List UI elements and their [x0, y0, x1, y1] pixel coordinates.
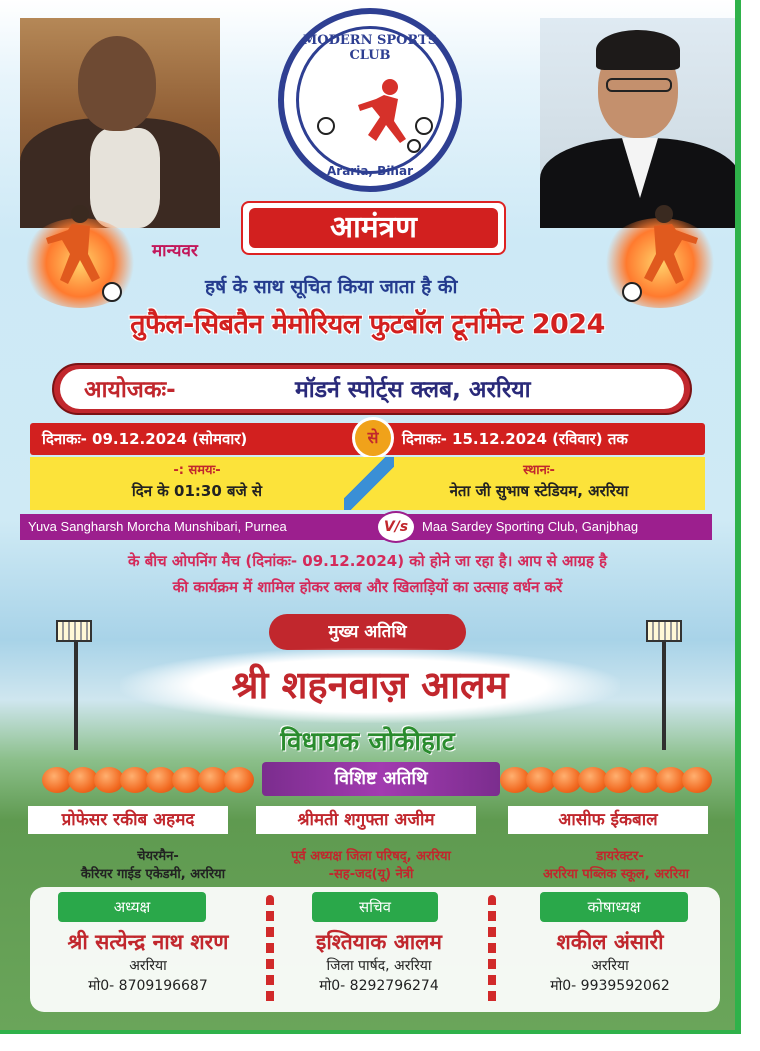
official-3-mobile: मो0- 9939592062: [550, 978, 670, 994]
official-2-name: इश्तियाक आलम: [316, 930, 442, 954]
versus-badge: V/s: [376, 511, 416, 543]
special-guest-2-name: श्रीमती शगुफ्ता अजीम: [256, 806, 476, 834]
official-3-name: शकील अंसारी: [556, 930, 664, 954]
official-3-role: कोषाध्यक्ष: [540, 892, 688, 922]
logo-place: Araria, Bihar: [327, 164, 413, 178]
time-value: दिन के 01:30 बजे से: [131, 482, 263, 500]
guest-photo-right: [540, 18, 735, 228]
chief-guest-title: विधायक जोकीहाट: [280, 727, 455, 757]
venue-value: नेता जी सुभाष स्टेडियम, अररिया: [449, 482, 629, 500]
official-1-name: श्री सत्येन्द्र नाथ शरण: [67, 930, 229, 954]
tournament-title: तुफैल-सिबतैन मेमोरियल फुटबॉल टूर्नामेन्ट 2024: [130, 309, 605, 340]
date-bar: [30, 423, 705, 455]
official-1-role: अध्यक्ष: [58, 892, 206, 922]
official-2-role: सचिव: [312, 892, 438, 922]
special-guest-3-name: आसीफ ईकबाल: [508, 806, 708, 834]
organizer-value: मॉडर्न स्पोर्ट्स क्लब, अररिया: [295, 377, 531, 403]
special-guest-3-role: डायरेक्टर-: [596, 849, 644, 864]
footballer-icon: [612, 200, 722, 310]
special-guest-2-org: -सह-जद(यू) नेत्री: [328, 867, 414, 882]
message-line-2: की कार्यक्रम में शामिल होकर क्लब और खिलाड़ियों का उत्साह वर्धन करें: [172, 578, 563, 596]
special-guest-3-org: अररिया पब्लिक स्कूल, अररिया: [542, 867, 690, 882]
border-right: [735, 0, 760, 1051]
club-logo: [278, 8, 462, 192]
date-connector: से: [352, 417, 394, 459]
panel-divider: [266, 895, 274, 1005]
kicker-icon: [354, 77, 414, 157]
football-icon: [407, 139, 421, 153]
opening-match-bar: [20, 514, 712, 540]
special-guests-label: विशिष्ट अतिथि: [262, 762, 500, 796]
official-2-mobile: मो0- 8292796274: [319, 978, 439, 994]
chief-guest-label: मुख्य अतिथि: [269, 614, 466, 650]
border-bottom: [0, 1030, 741, 1051]
venue-box: [373, 457, 705, 510]
official-1-mobile: मो0- 8709196687: [88, 978, 208, 994]
organizer-banner: [52, 363, 692, 415]
special-guest-1-name: प्रोफेसर रकीब अहमद: [28, 806, 228, 834]
panel-divider: [488, 895, 496, 1005]
greeting: मान्यवर: [152, 241, 198, 261]
time-box: [30, 457, 364, 510]
decor-balls-left: [42, 767, 250, 793]
end-date: दिनाकः- 15.12.2024 (रविवार) तक: [402, 430, 628, 448]
start-date: दिनाकः- 09.12.2024 (सोमवार): [42, 430, 248, 448]
official-3-place: अररिया: [591, 958, 629, 974]
footballer-icon: [22, 200, 132, 310]
venue-label: स्थानः-: [523, 463, 555, 478]
team-two: Maa Sardey Sporting Club, Ganjbhag: [422, 519, 639, 534]
message-line-1: के बीच ओपनिंग मैच (दिनांकः- 09.12.2024) को होने जा रहा है। आप से आग्रह है: [127, 552, 607, 570]
official-2-place: जिला पार्षद, अररिया: [326, 958, 432, 974]
team-one: Yuva Sangharsh Morcha Munshibari, Purnea: [28, 519, 287, 534]
special-guest-1-org: कैरियर गाईड एकेडमी, अररिया: [80, 867, 226, 882]
logo-club-name: MODERN SPORTS CLUB: [302, 33, 438, 63]
organizer-label: आयोजकः-: [84, 377, 176, 403]
divider-stripe: [344, 457, 394, 510]
decor-balls-right: [500, 767, 708, 793]
official-1-place: अररिया: [129, 958, 167, 974]
guest-photo-left: [20, 18, 220, 228]
football-icon: [317, 117, 335, 135]
time-label: -: समयः-: [173, 463, 221, 478]
football-icon: [415, 117, 433, 135]
special-guest-2-role: पूर्व अध्यक्ष जिला परिषद्, अररिया: [291, 849, 451, 864]
special-guest-1-role: चेयरमैन-: [137, 849, 179, 864]
chief-guest-name: श्री शहनवाज़ आलम: [231, 663, 509, 707]
floodlight-icon: [646, 620, 682, 642]
floodlight-icon: [56, 620, 92, 642]
intro-text: हर्ष के साथ सूचित किया जाता है की: [205, 276, 458, 298]
invitation-heading: आमंत्रण: [241, 201, 506, 255]
